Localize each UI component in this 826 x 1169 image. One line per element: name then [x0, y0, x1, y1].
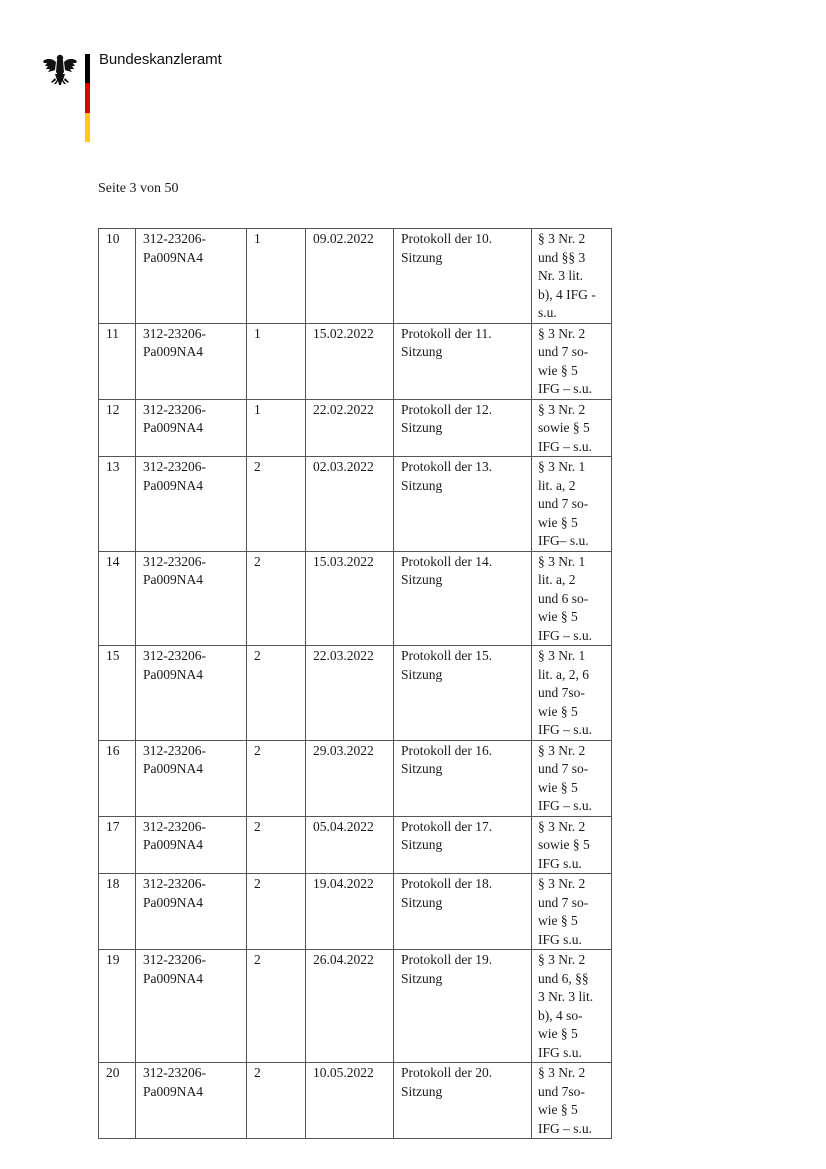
cell-az	[136, 816, 247, 874]
cell-line: Pa009NA4	[143, 1083, 203, 1099]
cell-line: Pa009NA4	[143, 837, 203, 852]
cell-line: b), 4 IFG -	[538, 286, 596, 302]
cell-line: Protokoll der 16.	[401, 742, 493, 758]
cell-line: Pa009NA4	[143, 666, 203, 682]
cell-titel	[394, 551, 532, 646]
cell-line: Pa009NA4	[143, 970, 203, 986]
cell-line: 312-23206-	[143, 553, 206, 569]
cell-line: § 3 Nr. 2	[538, 231, 586, 246]
cell-line: wie § 5	[538, 779, 578, 795]
cell-line: Protokoll der 20.	[401, 1065, 493, 1080]
cell-band: 2	[247, 646, 306, 741]
cell-line: Pa009NA4	[143, 477, 203, 493]
cell-line: 312-23206-	[143, 459, 206, 474]
cell-titel	[394, 874, 532, 950]
cell-line: Sitzung	[401, 572, 443, 587]
cell-titel	[394, 1063, 532, 1139]
cell-line: § 3 Nr. 1	[538, 553, 586, 569]
cell-line: Sitzung	[401, 420, 443, 435]
cell-datum: 22.02.2022	[306, 399, 394, 457]
cell-band: 2	[247, 740, 306, 816]
cell-line: IFG– s.u.	[538, 533, 589, 548]
cell-grund	[532, 229, 612, 324]
cell-band: 2	[247, 816, 306, 874]
cell-titel	[394, 740, 532, 816]
cell-az	[136, 323, 247, 399]
table-row	[99, 1063, 612, 1139]
cell-datum: 05.04.2022	[306, 816, 394, 874]
cell-az	[136, 950, 247, 1063]
cell-line: 312-23206-	[143, 876, 206, 891]
cell-line: Sitzung	[401, 249, 443, 265]
cell-line: 312-23206-	[143, 401, 206, 417]
cell-grund	[532, 874, 612, 950]
cell-line: Protokoll der 11.	[401, 325, 492, 341]
table-body	[99, 229, 612, 1139]
cell-line: § 3 Nr. 2	[538, 325, 586, 341]
flag-bar	[85, 54, 90, 142]
cell-band: 2	[247, 874, 306, 950]
cell-line: IFG s.u.	[538, 931, 582, 947]
cell-line: 312-23206-	[143, 818, 206, 834]
cell-band: 1	[247, 229, 306, 324]
cell-line: IFG – s.u.	[538, 798, 593, 813]
cell-nr: 15	[99, 646, 136, 741]
cell-line: Pa009NA4	[143, 761, 203, 776]
federal-eagle-icon	[42, 52, 78, 88]
cell-line: Sitzung	[401, 894, 443, 910]
cell-line: Sitzung	[401, 344, 443, 359]
cell-line: § 3 Nr. 2	[538, 401, 586, 417]
cell-titel	[394, 457, 532, 552]
cell-line: und 7 so-	[538, 761, 589, 776]
cell-line: Protokoll der 13.	[401, 459, 493, 474]
cell-band: 2	[247, 551, 306, 646]
cell-line: IFG – s.u.	[538, 722, 593, 737]
cell-line: 312-23206-	[143, 1065, 206, 1080]
cell-az	[136, 646, 247, 741]
cell-nr: 17	[99, 816, 136, 874]
cell-nr: 16	[99, 740, 136, 816]
cell-line: Pa009NA4	[143, 894, 203, 910]
cell-line: und 7 so-	[538, 894, 589, 910]
cell-datum: 29.03.2022	[306, 740, 394, 816]
cell-line: IFG – s.u.	[538, 438, 593, 454]
cell-grund	[532, 950, 612, 1063]
cell-line: 312-23206-	[143, 952, 206, 967]
table-row	[99, 457, 612, 552]
document-table	[98, 228, 612, 1139]
cell-line: und 7so-	[538, 1083, 585, 1099]
cell-line: s.u.	[538, 305, 557, 320]
cell-line: und 6, §§	[538, 970, 589, 986]
cell-titel	[394, 323, 532, 399]
cell-line: Sitzung	[401, 666, 443, 682]
cell-az	[136, 1063, 247, 1139]
cell-line: Sitzung	[401, 970, 443, 986]
cell-titel	[394, 399, 532, 457]
cell-line: 312-23206-	[143, 742, 206, 758]
cell-nr: 11	[99, 323, 136, 399]
cell-line: sowie § 5	[538, 837, 590, 852]
cell-line: Protokoll der 19.	[401, 952, 493, 967]
table-row	[99, 740, 612, 816]
flag-stripe-red	[85, 83, 90, 112]
table-row	[99, 950, 612, 1063]
flag-stripe-black	[85, 54, 90, 83]
cell-grund	[532, 457, 612, 552]
cell-grund	[532, 551, 612, 646]
cell-line: wie § 5	[538, 1026, 578, 1041]
cell-line: Pa009NA4	[143, 344, 203, 359]
cell-band: 2	[247, 457, 306, 552]
cell-line: lit. a, 2	[538, 477, 576, 493]
cell-line: IFG – s.u.	[538, 1120, 593, 1136]
cell-datum: 19.04.2022	[306, 874, 394, 950]
cell-nr: 10	[99, 229, 136, 324]
cell-line: Sitzung	[401, 837, 443, 852]
cell-line: wie § 5	[538, 913, 578, 928]
cell-line: 3 Nr. 3 lit.	[538, 989, 594, 1004]
cell-band: 1	[247, 399, 306, 457]
cell-titel	[394, 950, 532, 1063]
cell-az	[136, 551, 247, 646]
cell-nr: 12	[99, 399, 136, 457]
cell-grund	[532, 816, 612, 874]
cell-line: wie § 5	[538, 1102, 578, 1117]
cell-line: Sitzung	[401, 761, 443, 776]
cell-line: § 3 Nr. 2	[538, 742, 586, 758]
cell-line: und §§ 3	[538, 249, 586, 265]
cell-line: § 3 Nr. 1	[538, 459, 586, 474]
table-row	[99, 551, 612, 646]
cell-grund	[532, 1063, 612, 1139]
cell-line: und 6 so-	[538, 590, 589, 606]
cell-az	[136, 874, 247, 950]
cell-line: § 3 Nr. 2	[538, 818, 586, 834]
cell-line: § 3 Nr. 2	[538, 1065, 586, 1080]
cell-nr: 20	[99, 1063, 136, 1139]
cell-band: 2	[247, 950, 306, 1063]
cell-line: sowie § 5	[538, 420, 590, 435]
cell-nr: 13	[99, 457, 136, 552]
cell-az	[136, 740, 247, 816]
cell-line: wie § 5	[538, 362, 578, 378]
table-row	[99, 229, 612, 324]
cell-grund	[532, 323, 612, 399]
cell-line: Sitzung	[401, 1083, 443, 1099]
cell-line: 312-23206-	[143, 231, 206, 246]
cell-az	[136, 457, 247, 552]
cell-line: Pa009NA4	[143, 572, 203, 587]
cell-line: Pa009NA4	[143, 249, 203, 265]
cell-line: b), 4 so-	[538, 1007, 583, 1023]
cell-grund	[532, 740, 612, 816]
cell-line: IFG – s.u.	[538, 627, 593, 643]
cell-line: § 3 Nr. 2	[538, 876, 586, 891]
cell-line: Protokoll der 14.	[401, 553, 493, 569]
cell-line: § 3 Nr. 2	[538, 952, 586, 967]
cell-line: Protokoll der 17.	[401, 818, 493, 834]
table-row	[99, 323, 612, 399]
table-row	[99, 816, 612, 874]
cell-titel	[394, 646, 532, 741]
cell-datum: 02.03.2022	[306, 457, 394, 552]
cell-line: Sitzung	[401, 477, 443, 493]
cell-nr: 19	[99, 950, 136, 1063]
cell-datum: 10.05.2022	[306, 1063, 394, 1139]
cell-line: § 3 Nr. 1	[538, 648, 586, 663]
cell-line: und 7 so-	[538, 496, 589, 511]
table-row	[99, 399, 612, 457]
flag-stripe-gold	[85, 113, 90, 142]
cell-nr: 18	[99, 874, 136, 950]
cell-line: Protokoll der 18.	[401, 876, 493, 891]
cell-line: Protokoll der 15.	[401, 648, 493, 663]
cell-line: Nr. 3 lit.	[538, 268, 584, 283]
cell-line: Protokoll der 12.	[401, 401, 493, 417]
cell-line: lit. a, 2	[538, 572, 576, 587]
cell-line: und 7 so-	[538, 344, 589, 359]
cell-datum: 15.02.2022	[306, 323, 394, 399]
agency-name: Bundeskanzleramt	[99, 51, 222, 68]
cell-line: 312-23206-	[143, 325, 206, 341]
cell-line: IFG – s.u.	[538, 381, 593, 396]
cell-grund	[532, 646, 612, 741]
cell-line: lit. a, 2, 6	[538, 666, 589, 682]
cell-band: 2	[247, 1063, 306, 1139]
cell-line: wie § 5	[538, 703, 578, 719]
cell-grund	[532, 399, 612, 457]
cell-line: und 7so-	[538, 685, 585, 700]
cell-line: Protokoll der 10.	[401, 231, 493, 246]
cell-line: wie § 5	[538, 609, 578, 624]
cell-titel	[394, 816, 532, 874]
cell-line: Pa009NA4	[143, 420, 203, 435]
cell-line: IFG s.u.	[538, 1044, 582, 1060]
cell-datum: 15.03.2022	[306, 551, 394, 646]
page-number: Seite 3 von 50	[98, 181, 179, 196]
cell-datum: 09.02.2022	[306, 229, 394, 324]
table-row	[99, 874, 612, 950]
cell-datum: 26.04.2022	[306, 950, 394, 1063]
cell-line: IFG s.u.	[538, 855, 582, 871]
cell-az	[136, 399, 247, 457]
table-row	[99, 646, 612, 741]
cell-nr: 14	[99, 551, 136, 646]
cell-az	[136, 229, 247, 324]
cell-datum: 22.03.2022	[306, 646, 394, 741]
cell-titel	[394, 229, 532, 324]
cell-line: 312-23206-	[143, 648, 206, 663]
cell-band: 1	[247, 323, 306, 399]
cell-line: wie § 5	[538, 514, 578, 530]
